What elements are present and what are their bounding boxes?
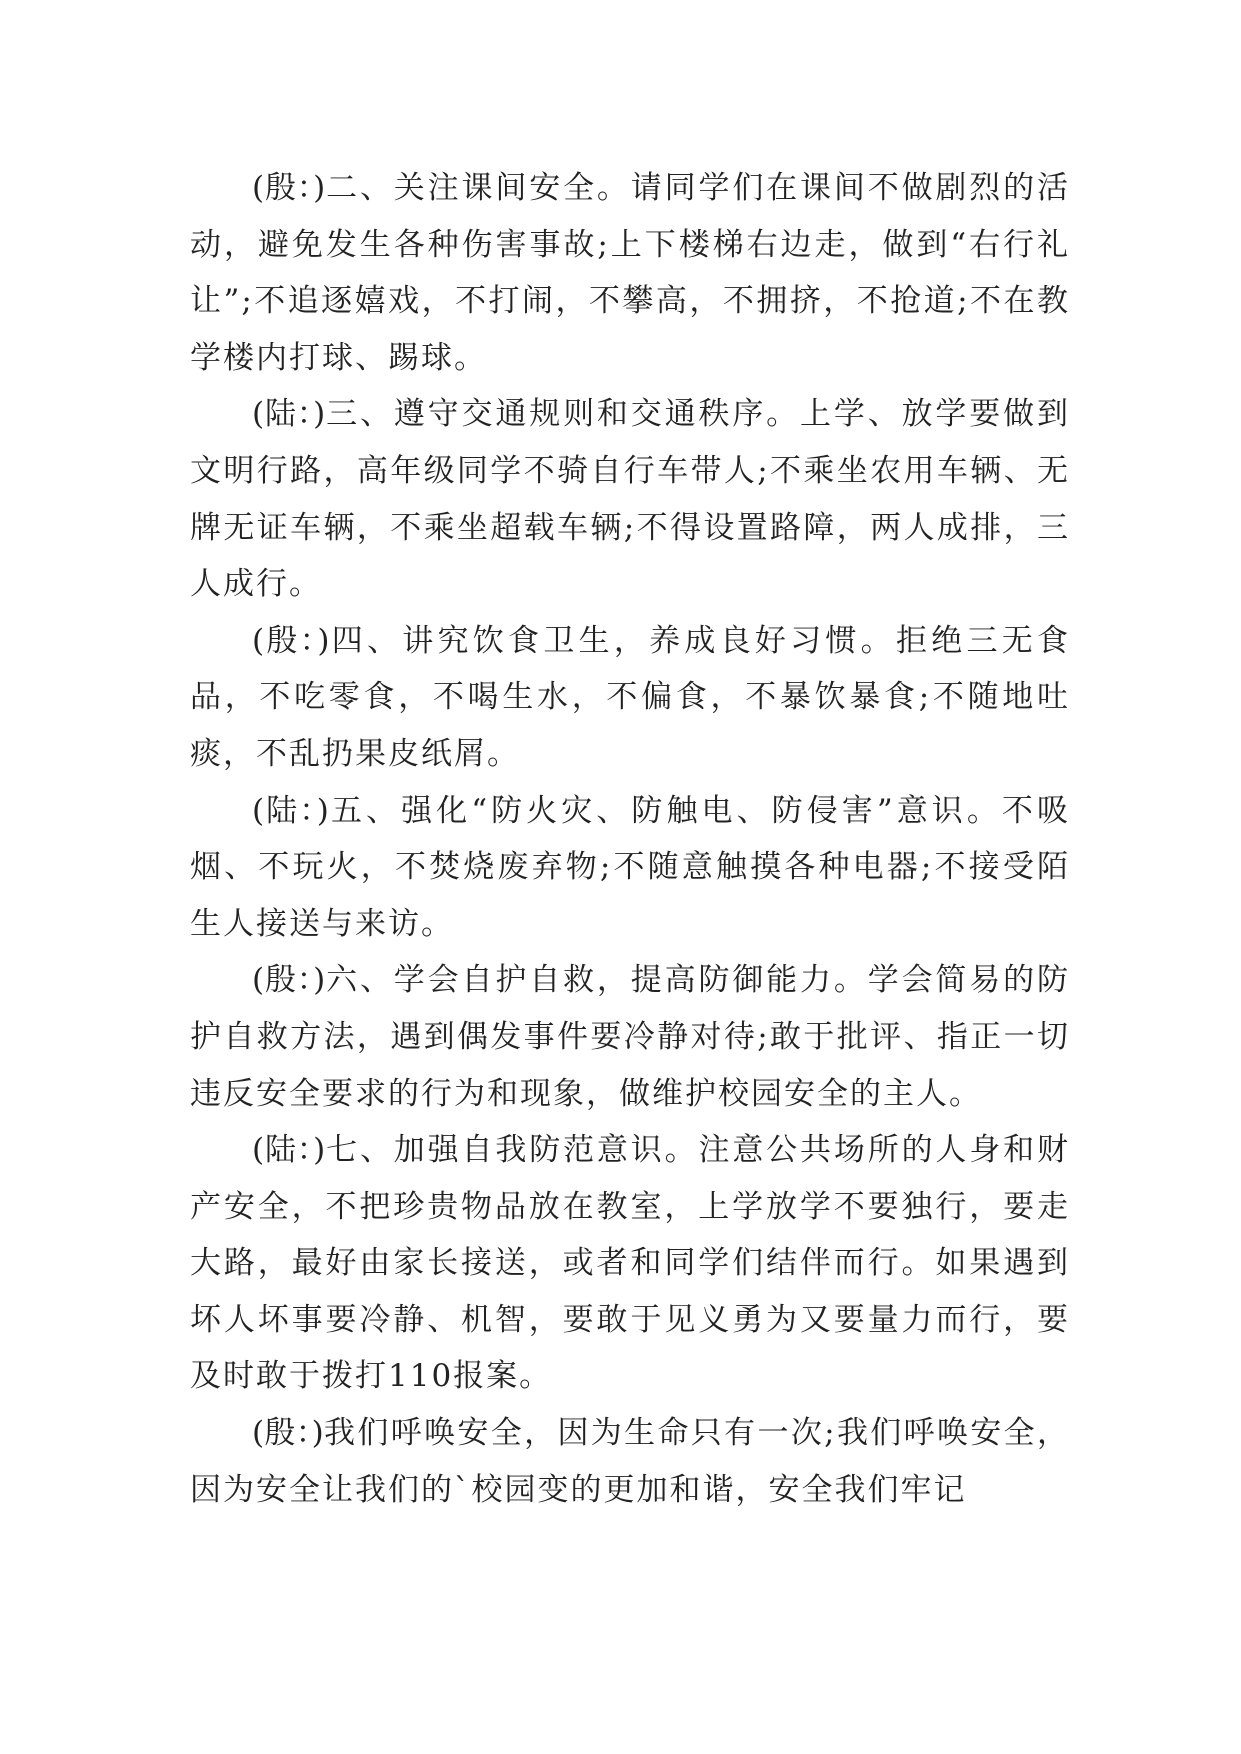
paragraph-text: 六、学会自护自救，提高防御能力。学会简易的防护自救方法，遇到偶发事件要冷静对待;敢于批评、指正一切违反安全要求的行为和现象，做维护校园安全的主人。 [190,962,1070,1112]
paragraph-text: 五、强化“防火灾、防触电、防侵害”意识。不吸烟、不玩火，不焚烧废弃物;不随意触摸各种电器;不接受陌生人接送与来访。 [190,792,1070,942]
paragraph-text: 七、加强自我防范意识。注意公共场所的人身和财产安全，不把珍贵物品放在教室，上学放学不要独行，要走大路，最好由家长接送，或者和同学们结伴而行。如果遇到坏人坏事要冷静、机智，要敢于见义勇为又要量力而行，要及时敢于拨打110报案。 [190,1132,1070,1395]
paragraph-1 [190,160,1070,386]
paragraph-4 [190,783,1070,953]
paragraph-text: 三、遵守交通规则和交通秩序。上学、放学要做到文明行路，高年级同学不骑自行车带人;不乘坐农用车辆、无牌无证车辆，不乘坐超载车辆;不得设置路障，两人成排，三人成行。 [190,396,1070,603]
speaker-label: (殷：) [252,1415,324,1452]
document-body [190,160,1070,1518]
paragraph-2 [190,386,1070,612]
speaker-label: (殷：) [252,622,330,659]
paragraph-text: 我们呼唤安全，因为生命只有一次;我们呼唤安全，因为安全让我们的`校园变的更加和谐，安全我们牢记 [190,1415,1070,1508]
speaker-label: (殷：) [252,962,326,999]
speaker-label: (陆：) [252,1132,326,1169]
paragraph-text: 二、关注课间安全。请同学们在课间不做剧烈的活动，避免发生各种伤害事故;上下楼梯右边走，做到“右行礼让”;不追逐嬉戏，不打闹，不攀高，不拥挤，不抢道;不在教学楼内打球、踢球。 [190,170,1070,376]
paragraph-3 [190,613,1070,783]
speaker-label: (殷：) [252,170,326,206]
speaker-label: (陆：) [252,792,329,829]
paragraph-text: 四、讲究饮食卫生，养成良好习惯。拒绝三无食品，不吃零食，不喝生水，不偏食，不暴饮暴食;不随地吐痰，不乱扔果皮纸屑。 [190,622,1070,772]
paragraph-5 [190,952,1070,1122]
paragraph-6 [190,1122,1070,1405]
paragraph-7 [190,1405,1070,1518]
speaker-label: (陆：) [252,396,326,433]
